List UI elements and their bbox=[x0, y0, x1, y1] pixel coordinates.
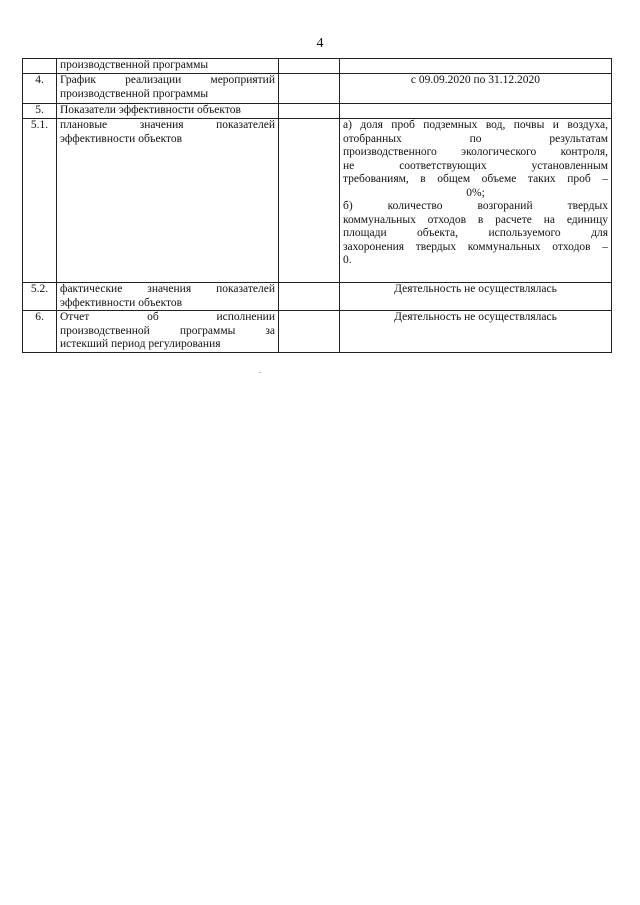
row-middle-cell bbox=[279, 119, 340, 283]
indicator-a-line: отобранных по результатам bbox=[343, 132, 608, 145]
indicator-b-line: захоронения твердых коммунальных отходов – bbox=[343, 240, 608, 253]
row-middle-cell bbox=[279, 104, 340, 119]
scan-speck bbox=[259, 372, 261, 373]
indicator-b bbox=[343, 200, 608, 268]
row-number: 5. bbox=[23, 104, 57, 119]
indicator-a-line: не соответствующих установленным bbox=[343, 159, 608, 172]
row-name-line: истекший период регулирования bbox=[60, 338, 221, 350]
row-name bbox=[57, 74, 279, 104]
row-name-line: производственной программы bbox=[60, 87, 209, 100]
row-value: Деятельность не осуществлялась bbox=[340, 283, 612, 311]
row-name-line: фактические значения показателей bbox=[60, 283, 275, 295]
row-name-line: График реализации мероприятий bbox=[60, 74, 275, 86]
row-number: 4. bbox=[23, 74, 57, 104]
indicator-a-line: требованиям, в общем объеме таких проб – bbox=[343, 173, 608, 185]
row-value: с 09.09.2020 по 31.12.2020 bbox=[340, 74, 612, 104]
indicator-b-line: 0. bbox=[343, 254, 352, 266]
indicator-b-line: б) количество возгораний твердых bbox=[343, 200, 608, 212]
table-row bbox=[23, 311, 612, 353]
row-middle-cell bbox=[279, 283, 340, 311]
row-value bbox=[340, 104, 612, 119]
indicator-b-line: площади объекта, используемого для bbox=[343, 227, 608, 239]
program-table bbox=[22, 58, 612, 353]
row-name bbox=[57, 283, 279, 311]
row-middle-cell bbox=[279, 311, 340, 353]
row-number: 6. bbox=[23, 311, 57, 353]
indicator-b-line: коммунальных отходов в расчете на единицу bbox=[343, 213, 608, 226]
row-value bbox=[340, 119, 612, 283]
table-row bbox=[23, 74, 612, 104]
row-name-line: Отчет об исполнении bbox=[60, 311, 275, 323]
row-value: Деятельность не осуществлялась bbox=[340, 311, 612, 353]
indicator-a-line: 0%; bbox=[466, 186, 485, 199]
row-number bbox=[23, 59, 57, 74]
indicator-a-line: а) доля проб подземных вод, почвы и воздуха, bbox=[343, 119, 608, 131]
row-name-line: плановые значения показателей bbox=[60, 119, 275, 131]
table-row bbox=[23, 59, 612, 74]
row-name-line: производственной программы за bbox=[60, 324, 275, 337]
indicator-a-line: производственного экологического контроля, bbox=[343, 146, 608, 158]
row-name-line: эффективности объектов bbox=[60, 296, 183, 309]
row-number: 5.1. bbox=[23, 119, 57, 283]
row-name: производственной программы bbox=[57, 59, 279, 74]
indicator-a bbox=[343, 119, 608, 200]
page-number: 4 bbox=[316, 36, 324, 51]
row-name bbox=[57, 119, 279, 283]
row-value bbox=[340, 59, 612, 74]
row-number: 5.2. bbox=[23, 283, 57, 311]
table-row bbox=[23, 104, 612, 119]
table-row bbox=[23, 283, 612, 311]
row-middle-cell bbox=[279, 74, 340, 104]
row-name-line: эффективности объектов bbox=[60, 132, 183, 145]
row-name: Показатели эффективности объектов bbox=[57, 104, 279, 119]
table-row bbox=[23, 119, 612, 283]
row-name bbox=[57, 311, 279, 353]
row-middle-cell bbox=[279, 59, 340, 74]
